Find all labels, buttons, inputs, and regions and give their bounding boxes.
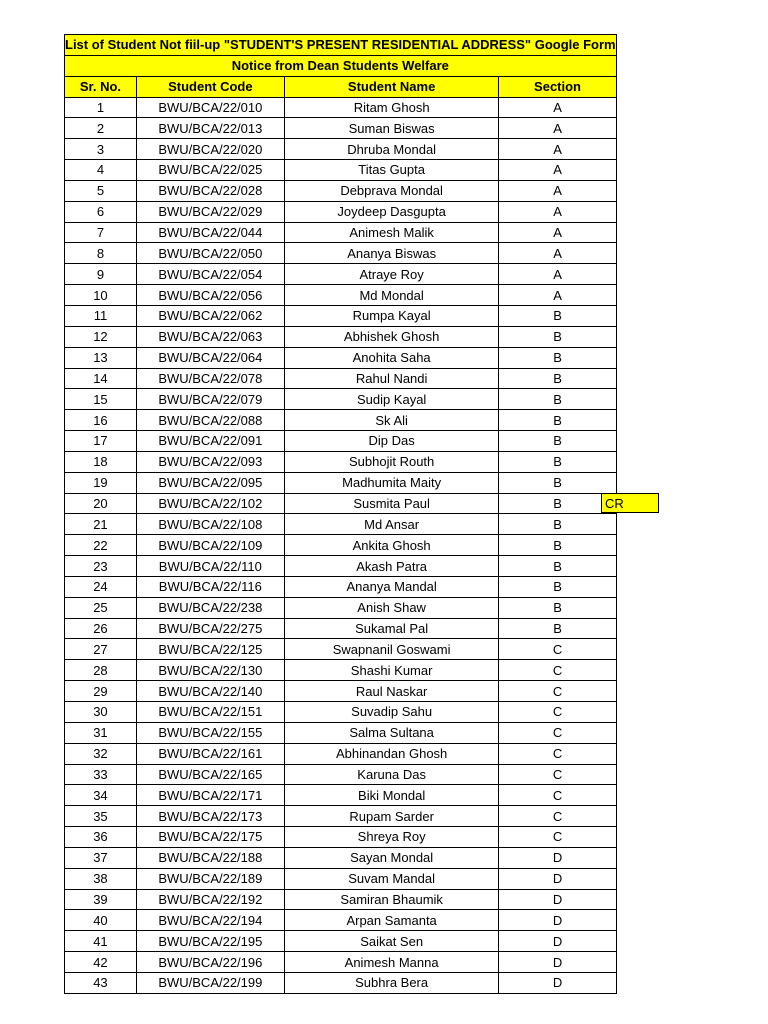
student-name-cell: Madhumita Maity [284,472,499,493]
sr-no-cell: 17 [65,431,137,452]
student-code-cell: BWU/BCA/22/029 [136,201,284,222]
table-row [65,910,617,931]
student-code-cell: BWU/BCA/22/013 [136,118,284,139]
sr-no-cell: 3 [65,139,137,160]
student-code-cell: BWU/BCA/22/188 [136,847,284,868]
table-row [65,889,617,910]
student-name-cell: Joydeep Dasgupta [284,201,499,222]
table-row [65,201,617,222]
student-code-cell: BWU/BCA/22/102 [136,493,284,514]
student-code-cell: BWU/BCA/22/155 [136,722,284,743]
section-cell: C [499,722,616,743]
table-row [65,827,617,848]
student-code-cell: BWU/BCA/22/196 [136,952,284,973]
student-code-cell: BWU/BCA/22/161 [136,743,284,764]
student-code-cell: BWU/BCA/22/064 [136,347,284,368]
table-row [65,556,617,577]
student-name-cell: Saikat Sen [284,931,499,952]
sr-no-cell: 2 [65,118,137,139]
table-row [65,952,617,973]
sr-no-cell: 19 [65,472,137,493]
section-cell: A [499,222,616,243]
sr-no-cell: 13 [65,347,137,368]
student-name-cell: Ananya Biswas [284,243,499,264]
table-row [65,931,617,952]
section-cell: A [499,285,616,306]
student-code-cell: BWU/BCA/22/130 [136,660,284,681]
section-cell: C [499,681,616,702]
student-name-cell: Sudip Kayal [284,389,499,410]
sr-no-cell: 1 [65,97,137,118]
student-name-cell: Sk Ali [284,410,499,431]
student-name-cell: Subhra Bera [284,972,499,993]
sr-no-cell: 34 [65,785,137,806]
sr-no-cell: 22 [65,535,137,556]
student-code-cell: BWU/BCA/22/199 [136,972,284,993]
student-name-cell: Shashi Kumar [284,660,499,681]
section-cell: B [499,618,616,639]
sr-no-cell: 10 [65,285,137,306]
student-name-cell: Titas Gupta [284,160,499,181]
table-row [65,722,617,743]
sr-no-cell: 35 [65,806,137,827]
table-row [65,639,617,660]
cr-note-cell: CR [601,493,659,513]
sr-no-cell: 7 [65,222,137,243]
sr-no-cell: 37 [65,847,137,868]
student-name-cell: Ankita Ghosh [284,535,499,556]
sr-no-cell: 16 [65,410,137,431]
section-cell: C [499,827,616,848]
student-name-cell: Anish Shaw [284,597,499,618]
section-cell: C [499,764,616,785]
student-name-cell: Dhruba Mondal [284,139,499,160]
student-name-cell: Biki Mondal [284,785,499,806]
section-cell: B [499,347,616,368]
table-row [65,681,617,702]
student-code-cell: BWU/BCA/22/079 [136,389,284,410]
section-cell: A [499,180,616,201]
table-row [65,597,617,618]
table-row [65,305,617,326]
section-cell: A [499,201,616,222]
section-cell: D [499,847,616,868]
header-row [65,76,617,97]
student-code-cell: BWU/BCA/22/116 [136,576,284,597]
table-row [65,493,617,514]
student-name-cell: Anohita Saha [284,347,499,368]
student-code-cell: BWU/BCA/22/110 [136,556,284,577]
student-name-cell: Sayan Mondal [284,847,499,868]
student-code-cell: BWU/BCA/22/171 [136,785,284,806]
student-name-cell: Debprava Mondal [284,180,499,201]
table-row [65,139,617,160]
student-name-cell: Animesh Manna [284,952,499,973]
student-name-cell: Samiran Bhaumik [284,889,499,910]
student-code-cell: BWU/BCA/22/109 [136,535,284,556]
student-name-cell: Animesh Malik [284,222,499,243]
table-row [65,660,617,681]
student-name-cell: Subhojit Routh [284,451,499,472]
header-sr-no: Sr. No. [65,76,137,97]
student-code-cell: BWU/BCA/22/108 [136,514,284,535]
section-cell: D [499,952,616,973]
sr-no-cell: 21 [65,514,137,535]
student-list-table [64,34,617,994]
sr-no-cell: 42 [65,952,137,973]
student-code-cell: BWU/BCA/22/062 [136,305,284,326]
student-code-cell: BWU/BCA/22/050 [136,243,284,264]
sr-no-cell: 36 [65,827,137,848]
sr-no-cell: 6 [65,201,137,222]
section-cell: A [499,243,616,264]
sheet-title: List of Student Not fiil-up "STUDENT'S PRESENT RESIDENTIAL ADDRESS" Google Form [65,35,617,56]
section-cell: B [499,431,616,452]
table-row [65,868,617,889]
table-row [65,806,617,827]
student-name-cell: Md Ansar [284,514,499,535]
sr-no-cell: 32 [65,743,137,764]
student-code-cell: BWU/BCA/22/088 [136,410,284,431]
sr-no-cell: 43 [65,972,137,993]
student-name-cell: Salma Sultana [284,722,499,743]
table-row [65,576,617,597]
sr-no-cell: 33 [65,764,137,785]
section-cell: A [499,139,616,160]
sr-no-cell: 12 [65,326,137,347]
sr-no-cell: 15 [65,389,137,410]
sr-no-cell: 29 [65,681,137,702]
section-cell: B [499,576,616,597]
sr-no-cell: 26 [65,618,137,639]
table-row [65,431,617,452]
table-row [65,222,617,243]
student-name-cell: Arpan Samanta [284,910,499,931]
student-code-cell: BWU/BCA/22/028 [136,180,284,201]
table-row [65,472,617,493]
section-cell: A [499,264,616,285]
section-cell: B [499,451,616,472]
student-code-cell: BWU/BCA/22/056 [136,285,284,306]
sr-no-cell: 31 [65,722,137,743]
section-cell: D [499,972,616,993]
sr-no-cell: 28 [65,660,137,681]
student-name-cell: Abhishek Ghosh [284,326,499,347]
sr-no-cell: 38 [65,868,137,889]
student-name-cell: Rumpa Kayal [284,305,499,326]
table-row [65,118,617,139]
student-code-cell: BWU/BCA/22/078 [136,368,284,389]
section-cell: B [499,389,616,410]
student-code-cell: BWU/BCA/22/054 [136,264,284,285]
student-code-cell: BWU/BCA/22/175 [136,827,284,848]
student-name-cell: Susmita Paul [284,493,499,514]
student-code-cell: BWU/BCA/22/165 [136,764,284,785]
student-code-cell: BWU/BCA/22/173 [136,806,284,827]
student-code-cell: BWU/BCA/22/063 [136,326,284,347]
sr-no-cell: 39 [65,889,137,910]
student-code-cell: BWU/BCA/22/125 [136,639,284,660]
student-name-cell: Md Mondal [284,285,499,306]
student-code-cell: BWU/BCA/22/044 [136,222,284,243]
sr-no-cell: 9 [65,264,137,285]
section-cell: C [499,702,616,723]
table-row [65,702,617,723]
section-cell: D [499,931,616,952]
table-row [65,285,617,306]
table-row [65,264,617,285]
table-row [65,847,617,868]
student-name-cell: Abhinandan Ghosh [284,743,499,764]
section-cell: C [499,743,616,764]
section-cell: B [499,472,616,493]
student-code-cell: BWU/BCA/22/091 [136,431,284,452]
sr-no-cell: 18 [65,451,137,472]
student-name-cell: Suvadip Sahu [284,702,499,723]
student-name-cell: Rahul Nandi [284,368,499,389]
sr-no-cell: 41 [65,931,137,952]
student-name-cell: Akash Patra [284,556,499,577]
sheet-subtitle: Notice from Dean Students Welfare [65,55,617,76]
student-code-cell: BWU/BCA/22/195 [136,931,284,952]
sr-no-cell: 20 [65,493,137,514]
table-row [65,243,617,264]
table-row [65,326,617,347]
student-code-cell: BWU/BCA/22/140 [136,681,284,702]
header-student-code: Student Code [136,76,284,97]
student-name-cell: Raul Naskar [284,681,499,702]
student-code-cell: BWU/BCA/22/095 [136,472,284,493]
table-row [65,180,617,201]
student-code-cell: BWU/BCA/22/238 [136,597,284,618]
student-code-cell: BWU/BCA/22/020 [136,139,284,160]
sr-no-cell: 4 [65,160,137,181]
section-cell: B [499,556,616,577]
table-row [65,368,617,389]
section-cell: D [499,910,616,931]
section-cell: A [499,160,616,181]
section-cell: B [499,535,616,556]
sr-no-cell: 27 [65,639,137,660]
student-code-cell: BWU/BCA/22/192 [136,889,284,910]
student-name-cell: Suvam Mandal [284,868,499,889]
section-cell: B [499,326,616,347]
section-cell: A [499,118,616,139]
student-code-cell: BWU/BCA/22/151 [136,702,284,723]
section-cell: C [499,660,616,681]
table-row [65,743,617,764]
table-row [65,785,617,806]
sr-no-cell: 11 [65,305,137,326]
table-row [65,389,617,410]
sr-no-cell: 23 [65,556,137,577]
section-cell: C [499,785,616,806]
header-section: Section [499,76,616,97]
sr-no-cell: 40 [65,910,137,931]
section-cell: D [499,868,616,889]
table-row [65,535,617,556]
table-row [65,410,617,431]
student-name-cell: Swapnanil Goswami [284,639,499,660]
table-row [65,514,617,535]
section-cell: B [499,368,616,389]
sr-no-cell: 5 [65,180,137,201]
student-code-cell: BWU/BCA/22/275 [136,618,284,639]
section-cell: B [499,514,616,535]
table-row [65,160,617,181]
table-row [65,347,617,368]
student-name-cell: Shreya Roy [284,827,499,848]
student-name-cell: Ritam Ghosh [284,97,499,118]
student-name-cell: Karuna Das [284,764,499,785]
table-row [65,618,617,639]
table-row [65,764,617,785]
student-code-cell: BWU/BCA/22/025 [136,160,284,181]
student-name-cell: Atraye Roy [284,264,499,285]
section-cell: B [499,493,616,514]
section-cell: B [499,410,616,431]
table-row [65,97,617,118]
student-code-cell: BWU/BCA/22/189 [136,868,284,889]
student-code-cell: BWU/BCA/22/010 [136,97,284,118]
sr-no-cell: 25 [65,597,137,618]
section-cell: D [499,889,616,910]
table-row [65,972,617,993]
header-student-name: Student Name [284,76,499,97]
sr-no-cell: 24 [65,576,137,597]
section-cell: C [499,639,616,660]
sr-no-cell: 14 [65,368,137,389]
table-row [65,451,617,472]
section-cell: A [499,97,616,118]
section-cell: B [499,305,616,326]
student-code-cell: BWU/BCA/22/194 [136,910,284,931]
student-name-cell: Rupam Sarder [284,806,499,827]
student-name-cell: Sukamal Pal [284,618,499,639]
student-name-cell: Suman Biswas [284,118,499,139]
sr-no-cell: 30 [65,702,137,723]
student-name-cell: Dip Das [284,431,499,452]
sr-no-cell: 8 [65,243,137,264]
student-name-cell: Ananya Mandal [284,576,499,597]
section-cell: B [499,597,616,618]
student-code-cell: BWU/BCA/22/093 [136,451,284,472]
section-cell: C [499,806,616,827]
